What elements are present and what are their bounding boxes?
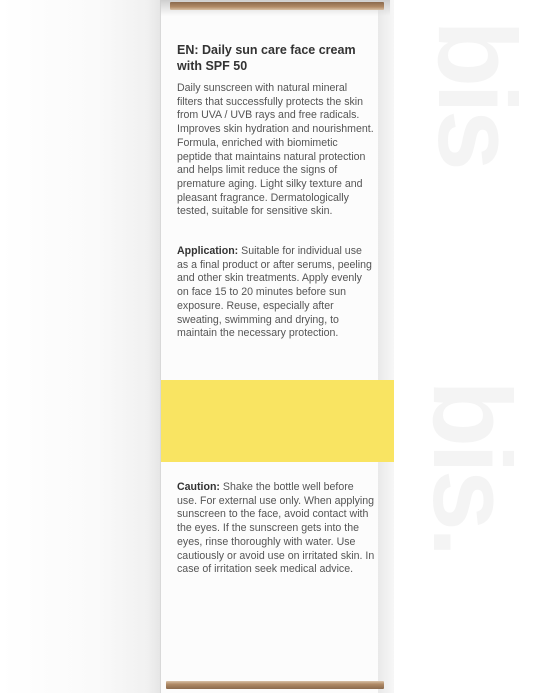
application-label: Application: <box>177 245 239 257</box>
yellow-stripe <box>161 380 394 462</box>
caution-section <box>177 481 375 577</box>
application-text: Suitable for individual use as a final product or after serums, peeling and other skin treatments. Apply evenly on face 15 to 20 minutes before sun exposure. Reuse, especially after sweating, swimming and drying, to maintain the necessary protection. <box>177 245 372 340</box>
product-description: Daily sunscreen with natural mineral filters that successfully protects the skin from UVA / UVB rays and free radicals. Improves skin hydration and nourishment. Formula, enriched with biomimetic peptide that maintains natural protection and helps limit reduce the signs of premature aging. Light silky texture and pleasant fragrance. Dermatologically tested, suitable for sensitive skin. <box>177 82 374 218</box>
box-top-flap <box>170 2 384 10</box>
application-section <box>177 245 375 341</box>
background-right <box>394 0 553 693</box>
background-left <box>0 0 160 693</box>
box-bottom-flap <box>166 681 384 689</box>
caution-text: Shake the bottle well before use. For external use only. When applying sunscreen to the face, avoid contact with the eyes. If the sunscreen gets into the eyes, rinse thoroughly with water. Use cautiously or avoid use on irritated skin. In case of irritation seek medical advice. <box>177 481 375 576</box>
product-title: EN: Daily sun care face cream with SPF 50 <box>177 43 356 73</box>
box-edge <box>378 0 394 693</box>
caution-label: Caution: <box>177 481 220 493</box>
